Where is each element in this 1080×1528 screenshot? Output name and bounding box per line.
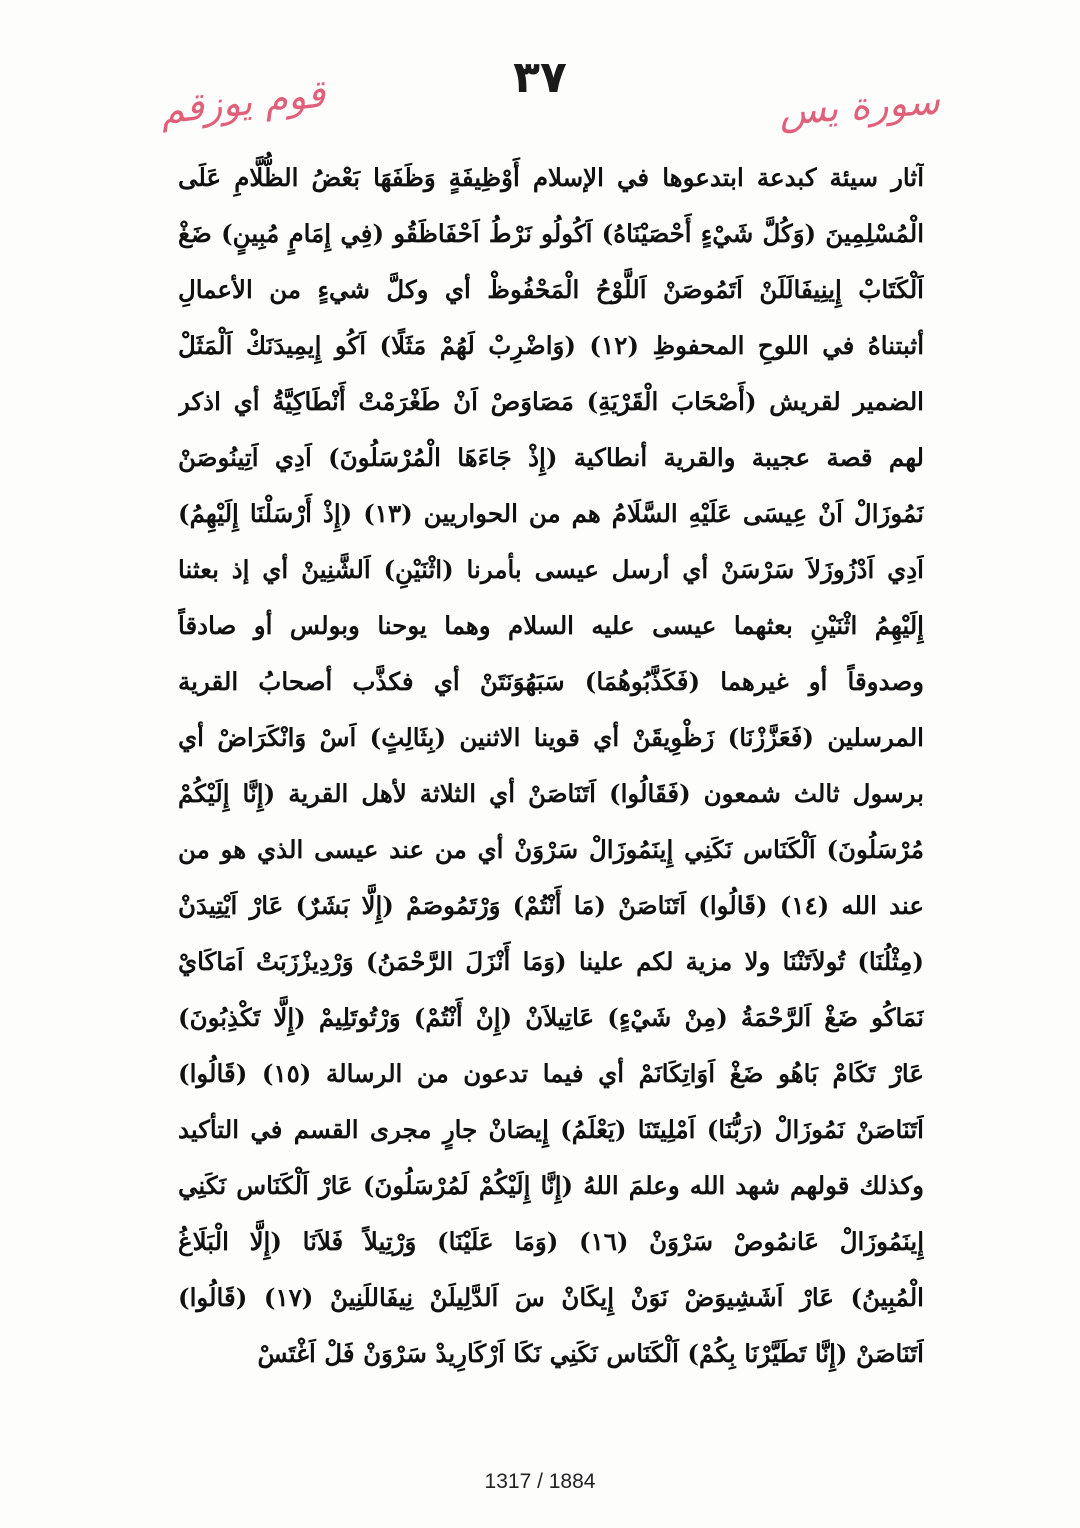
text-line: وصدوقاً أو غيرهما (فَكَذَّبُوهُمَا) سَبَهُوَنَتَنْ أي فكذَّب أصحابُ القرية bbox=[178, 667, 924, 696]
page-indicator: 1317 / 1884 bbox=[484, 1470, 596, 1493]
text-line: نَمَاكُو ضَغْ اَلرَّحْمَةُ (مِنْ شَيْءٍ) عَاتِيلاَنْ (إِنْ أَنْتُمْ) وَرْتُوتَلِيمْ (إِلَّا تَكْذِبُونَ) bbox=[178, 1003, 924, 1032]
text-line: (مِثْلُنَا) تُولاَتَنْنَا ولا مزية لكم علينا (وَمَا أَنْزَلَ الرَّحْمَنُ) وَرْدِيزْزَبَتْ اَمَاكَايْ bbox=[178, 947, 924, 976]
tafsir-text-block bbox=[178, 150, 924, 1382]
page-number: ٣٧ bbox=[513, 52, 567, 103]
text-line: اَلْكَتَابْ إِينِيفَالَلَنْ اَتَمُوصَنْ اَللَّوْحُ الْمَحْفُوظْ أي وكلَّ شيءٍ من الأعمالِ bbox=[178, 275, 924, 304]
text-line: اَتَنَاصَنْ (إِنَّا تَطَيَّرْنَا بِكُمْ) اَلْكَنَاس نَكَنِي نَكَا اَرْكَارِيدْ سَرْوَنْ فَلْ اَغْتَسْ bbox=[257, 1339, 924, 1368]
text-line: عند الله (١٤) (قَالُوا) اَتَنَاصَنْ (مَا أَنْتُمْ) وَرْتَمُوصَمْ (إِلَّا بَشَرٌ) عَارْ اَيْتِيدَنْ bbox=[178, 891, 924, 920]
text-line: برسول ثالث شمعون (فَقَالُوا) اَتَنَاصَنْ أي الثلاثة لأهل القرية (إِنَّا إِلَيْكُمْ bbox=[178, 779, 924, 808]
text-line: أثبتناهُ في اللوحِ المحفوظِ (١٢) (وَاضْرِبْ لَهُمْ مَثَلًا) اَكُو إِيمِيدَنَكْ اَلْمَثَلْ bbox=[178, 331, 924, 360]
text-line: اَدِي اَدْزُوزَلاَ سَرْسَنْ أي أرسل عيسى بأمرنا (اثْنَيْنِ) اَلشَّنِينْ أي إذ بعثنا bbox=[178, 555, 924, 584]
text-line: إِينَمُوزَالْ عَانمُوصْ سَرْوَنْ (١٦) (وَمَا عَلَيْنَا) وَرْتِيلاً فَلاَنَا (إِلَّا الْبَلَاغُ bbox=[178, 1227, 924, 1256]
text-line: مُرْسَلُونَ) اَلْكَنَاس نَكَنِي إِينَمُوزَالْ سَرْوَنْ أي من عند عيسى الذي هو من bbox=[178, 835, 924, 864]
text-line: الْمُبِينُ) عَارْ اَشَشِيوَضْ نَوَنْ إِيكَانْ سَ اَلدَّلِيلَنْ نِيفَاللَنِينْ (١٧) (قَالُوا) bbox=[178, 1283, 924, 1312]
text-line: إِلَيْهِمُ اثْنَيْنِ بعثهما عيسى عليه السلام وهما يوحنا وبولس أو صادقاً bbox=[178, 611, 924, 640]
text-line: اَتَنَاصَنْ نَمُوزَالْ (رَبُّنَا) اَمْلِيتَنَا (يَعْلَمُ) إِيصَانْ جارٍ مجرى القسم في التأكيد bbox=[178, 1115, 924, 1144]
text-line: نَمُوزَالْ اَنْ عِيسَى عَلَيْهِ السَّلَامُ هم من الحواريين (١٣) (إِذْ أَرْسَلْنَا إِلَيْهِمُ) bbox=[178, 499, 924, 528]
text-line: الْمُسْلِمِينَ (وَكُلَّ شَيْءٍ أَحْصَيْنَاهُ) اَكُولُو نَرْطُ اَحْفَاظَقُو (فِي إِمَامٍ مُبِينٍ) ضَغْ bbox=[178, 219, 924, 248]
text-line: الضمير لقريش (أَصْحَابَ الْقَرْيَةِ) مَصَاوَصْ اَنْ طَغْرَمْتْ أَنْطَاكِيَّةُ أي اذكر bbox=[178, 387, 924, 416]
handwritten-margin-note: قوم يوزقم bbox=[158, 71, 328, 133]
text-line: لهم قصة عجيبة والقرية أنطاكية (إِذْ جَاءَهَا الْمُرْسَلُونَ) اَدِي اَتِينُوصَنْ bbox=[178, 443, 924, 472]
text-line: المرسلين (فَعَزَّزْنَا) زَظْوِيقَنْ أي قوينا الاثنين (بِثَالِثٍ) اَسْ وَانْكَرَاضْ أي bbox=[178, 723, 924, 752]
text-line: آثار سيئة كبدعة ابتدعوها في الإسلام أَوْظِيفَةٍ وَظَفَهَا بَعْضُ الظُّلَّامِ عَلَى bbox=[178, 163, 924, 192]
text-line: عَارْ تَكَامْ بَاهُو ضَغْ اَوَاتِكَانَمْ أي فيما تدعون من الرسالة (١٥) (قَالُوا) bbox=[178, 1059, 924, 1088]
text-line: وكذلك قولهم شهد الله وعلمَ اللهُ (إِنَّا إِلَيْكُمْ لَمُرْسَلُونَ) عَارْ اَلْكَنَاس نَكَنِي bbox=[178, 1171, 924, 1200]
handwritten-surah-note: سورة يس bbox=[777, 78, 942, 134]
